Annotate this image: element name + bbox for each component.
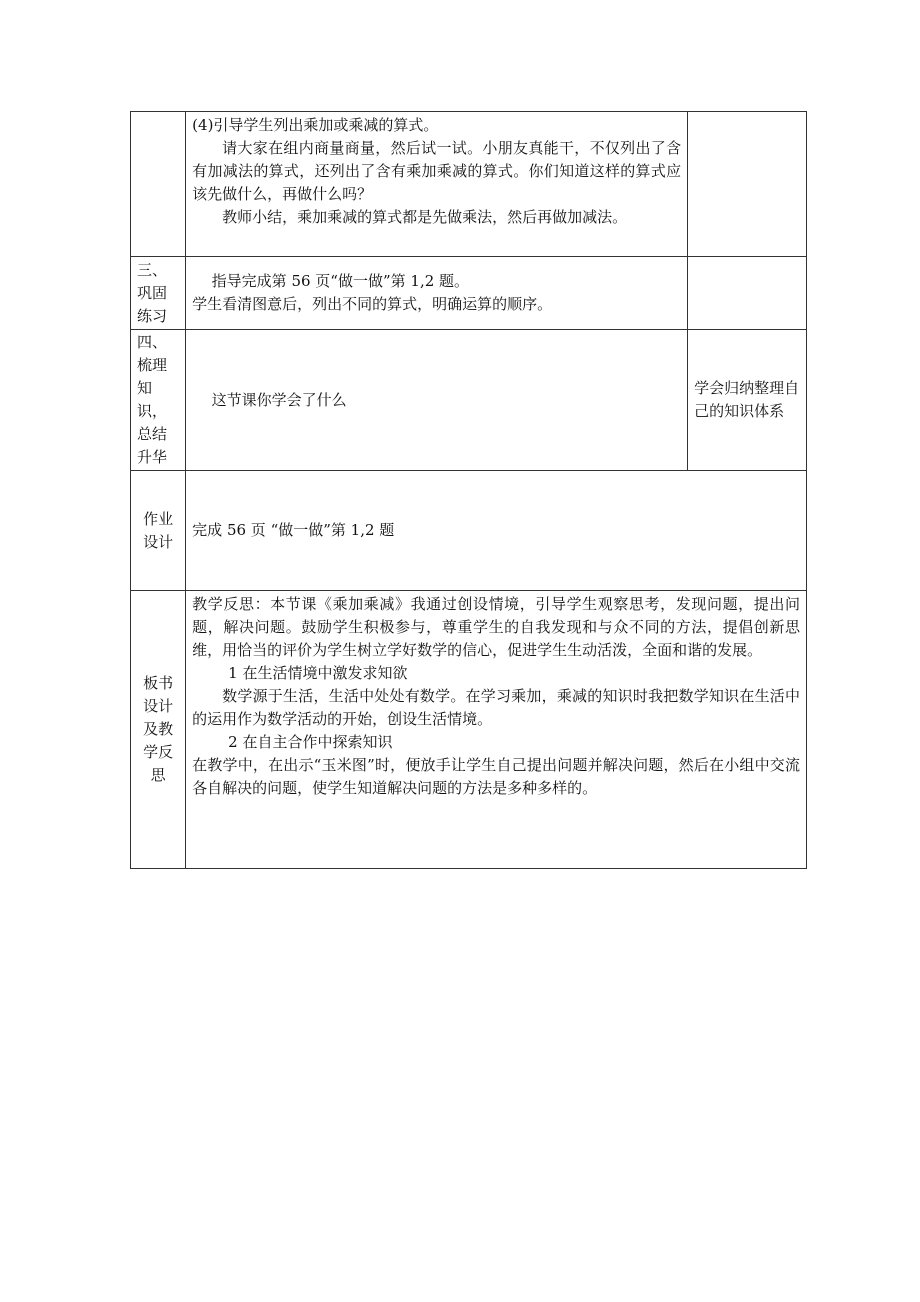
content-paragraph: 完成 56 页 “做一做”第 1,2 题 (192, 521, 395, 539)
table-row-summary (131, 330, 807, 471)
row-label-cell: 板书设计及教学反思 (131, 591, 186, 869)
row-content-cell (186, 257, 688, 330)
content-paragraph: 指导完成第 56 页“做一做”第 1,2 题。 (211, 272, 470, 290)
content-paragraph: 教师小结，乘加乘减的算式都是先做乘法，然后再做加减法。 (222, 208, 628, 226)
row-goal-cell (688, 112, 807, 257)
row-label-cell: 四、梳理知识，总结升华 (131, 330, 186, 471)
row-label-cell: 作业设计 (131, 471, 186, 591)
content-paragraph: (4)引导学生列出乘加或乘减的算式。 (192, 116, 439, 134)
row-content-cell (186, 591, 807, 869)
content-paragraph: 数学源于生活，生活中处处有数学。在学习乘加，乘减的知识时我把数学知识在生活中的运用作为数学活动的开始，创设生活情境。 (192, 687, 800, 728)
row-content-cell (186, 112, 688, 257)
lesson-plan-table (130, 111, 807, 869)
row-label-cell: 三、巩固练习 (131, 257, 186, 330)
table-row-guided-formulas (131, 112, 807, 257)
content-paragraph: 教学反思：本节课《乘加乘减》我通过创设情境，引导学生观察思考，发现问题，提出问题，解决问题。鼓励学生积极参与，尊重学生的自我发现和与众不同的方法，提倡创新思维，用恰当的评价为学生树立学好数学的信心，促进学生生动活泼，全面和谐的发展。 (192, 595, 800, 659)
row-content-cell (186, 471, 807, 591)
table-row-consolidation-practice (131, 257, 807, 330)
content-paragraph: 这节课你学会了什么 (211, 390, 347, 409)
content-paragraph: 学生看清图意后，列出不同的算式，明确运算的顺序。 (192, 295, 553, 313)
row-goal-cell (688, 257, 807, 330)
row-goal-cell: 学会归纳整理自己的知识体系 (688, 330, 807, 471)
table-row-homework-design (131, 471, 807, 591)
content-paragraph: 在教学中，在出示“玉米图”时，便放手让学生自己提出问题并解决问题，然后在小组中交流各自解决的问题，使学生知道解决问题的方法是多种多样的。 (192, 756, 800, 797)
row-label-cell (131, 112, 186, 257)
table-row-board-design-reflection (131, 591, 807, 869)
content-paragraph: 1 在生活情境中激发求知欲 (228, 664, 408, 682)
row-content-cell (186, 330, 688, 471)
content-paragraph: 2 在自主合作中探索知识 (228, 733, 393, 751)
content-paragraph: 请大家在组内商量商量，然后试一试。小朋友真能干，不仅列出了含有加减法的算式，还列出了含有乘加乘减的算式。你们知道这样的算式应该先做什么，再做什么吗？ (192, 139, 682, 203)
